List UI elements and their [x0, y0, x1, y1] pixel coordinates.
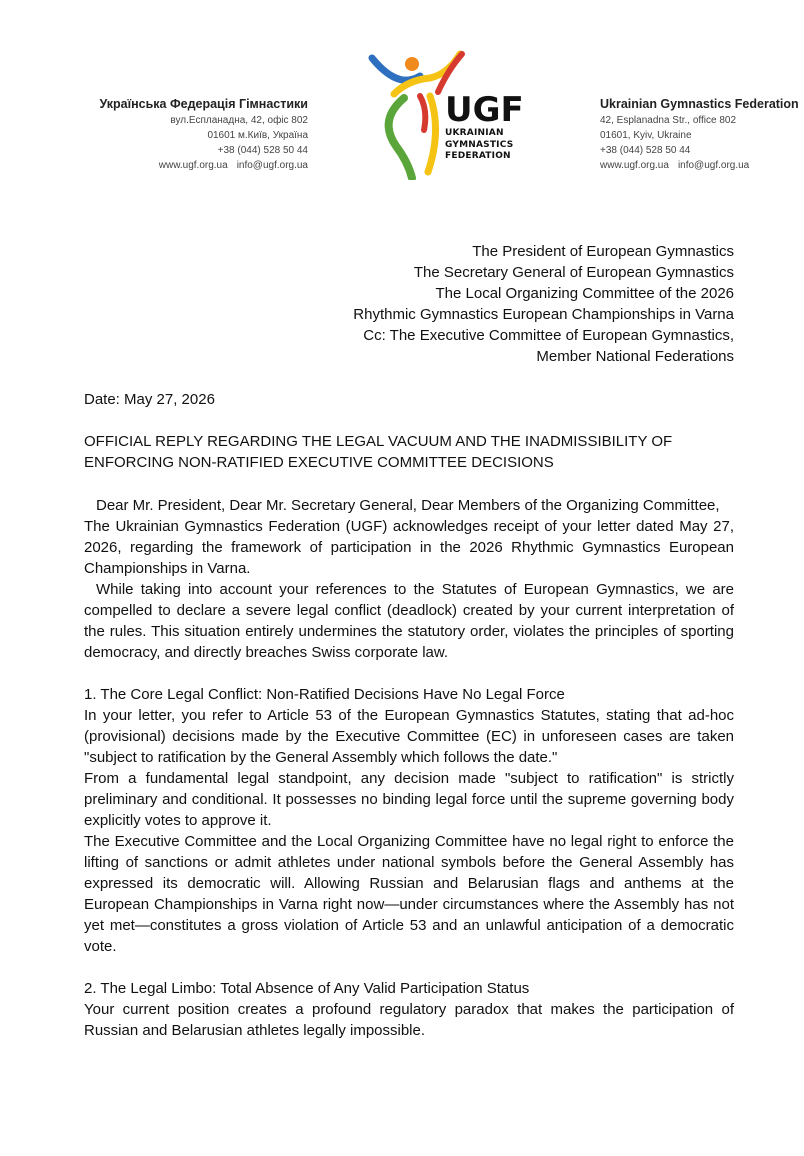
logo-line-1: UKRAINIAN [445, 128, 504, 138]
city-english: 01601, Kyiv, Ukraine [600, 130, 692, 141]
logo-green-stroke [389, 98, 412, 178]
addressee-line: The Secretary General of European Gymnastics [413, 264, 734, 281]
paragraph: Your current position creates a profound regulatory paradox that makes the participation of Russian and Belarusian athletes legally impossible. [84, 1001, 734, 1039]
logo-red-leg [420, 96, 425, 130]
addressee-line: The President of European Gymnastics [472, 243, 734, 260]
email-link[interactable]: info@ugf.org.ua [677, 160, 750, 171]
salutation: Dear Mr. President, Dear Mr. Secretary General, Dear Members of the Organizing Committee, [96, 497, 720, 514]
letter-body [84, 495, 734, 1041]
section-heading: 2. The Legal Limbo: Total Absence of Any Valid Participation Status [84, 980, 530, 997]
contacts-english [600, 158, 804, 173]
paragraph: The Ukrainian Gymnastics Federation (UGF) acknowledges receipt of your letter dated May 27, 2026, regarding the framework of participation in the 2026 Rhythmic Gymnastics European Championships in Varna. [84, 518, 734, 577]
letterhead-english [600, 97, 804, 173]
logo-abbr: UGF [445, 90, 524, 130]
paragraph: From a fundamental legal standpoint, any decision made "subject to ratification" is strictly preliminary and conditional. It possesses no binding legal force until the supreme governing body explicitly votes to approve it. [84, 770, 734, 829]
paragraph: While taking into account your references to the Statutes of European Gymnastics, we are compelled to declare a severe legal conflict (deadlock) created by your current interpretation of the rules. This situation entirely undermines the statutory order, violates the principles of sporting democracy, and directly breaches Swiss corporate law. [84, 581, 734, 661]
addressee-line: Cc: The Executive Committee of European Gymnastics, [363, 327, 734, 344]
logo-line-2: GYMNASTICS [445, 139, 514, 150]
paragraph: In your letter, you refer to Article 53 of the European Gymnastics Statutes, stating that ad-hoc (provisional) decisions made by the Executive Committee (EC) in unforeseen cases are taken "subject to ratification by the General Assembly which follows the date." [84, 707, 734, 766]
letter-date: Date: May 27, 2026 [84, 391, 215, 408]
website-link[interactable]: www.ugf.org.ua [158, 160, 228, 171]
addressee-block [300, 241, 734, 367]
addressee-line: Rhythmic Gymnastics European Championships in Varna [353, 306, 734, 323]
addressee-line: The Local Organizing Committee of the 2026 [435, 285, 734, 302]
org-name-ukrainian: Українська Федерація Гімнастики [99, 97, 308, 111]
address-english: 42, Esplanadna Str., office 802 [600, 115, 737, 126]
org-name-english: Ukrainian Gymnastics Federation [600, 97, 799, 111]
address-ukrainian: вул.Еспланадна, 42, офіс 802 [170, 115, 308, 126]
letter-subject: OFFICIAL REPLY REGARDING THE LEGAL VACUUM AND THE INADMISSIBILITY OF ENFORCING NON-RATIFIED EXECUTIVE COMMITTEE DECISIONS [84, 433, 673, 471]
section-heading: 1. The Core Legal Conflict: Non-Ratified Decisions Have No Legal Force [84, 686, 565, 703]
addressee-line: Member National Federations [536, 348, 734, 365]
logo-orange-head [405, 57, 419, 71]
email-link[interactable]: info@ugf.org.ua [236, 160, 308, 171]
logo-yellow-leg [428, 96, 436, 172]
city-ukrainian: 01601 м.Київ, Україна [207, 130, 308, 141]
logo-line-3: FEDERATION [445, 151, 511, 161]
paragraph: The Executive Committee and the Local Organizing Committee have no legal right to enforce the lifting of sanctions or admit athletes under national symbols before the General Assembly has expressed its democratic will. Allowing Russian and Belarusian flags and anthems at the European Championships in Varna right now—under circumstances where the Assembly has not yet met—constitutes a gross violation of Article 53 and an unlawful anticipation of a democratic vote. [84, 833, 734, 955]
website-link[interactable]: www.ugf.org.ua [600, 160, 669, 171]
contacts-ukrainian [60, 158, 308, 173]
phone-ukrainian: +38 (044) 528 50 44 [217, 145, 308, 156]
logo-wordmark [445, 92, 535, 163]
letterhead-ukrainian [60, 97, 308, 173]
phone-english: +38 (044) 528 50 44 [600, 145, 691, 156]
